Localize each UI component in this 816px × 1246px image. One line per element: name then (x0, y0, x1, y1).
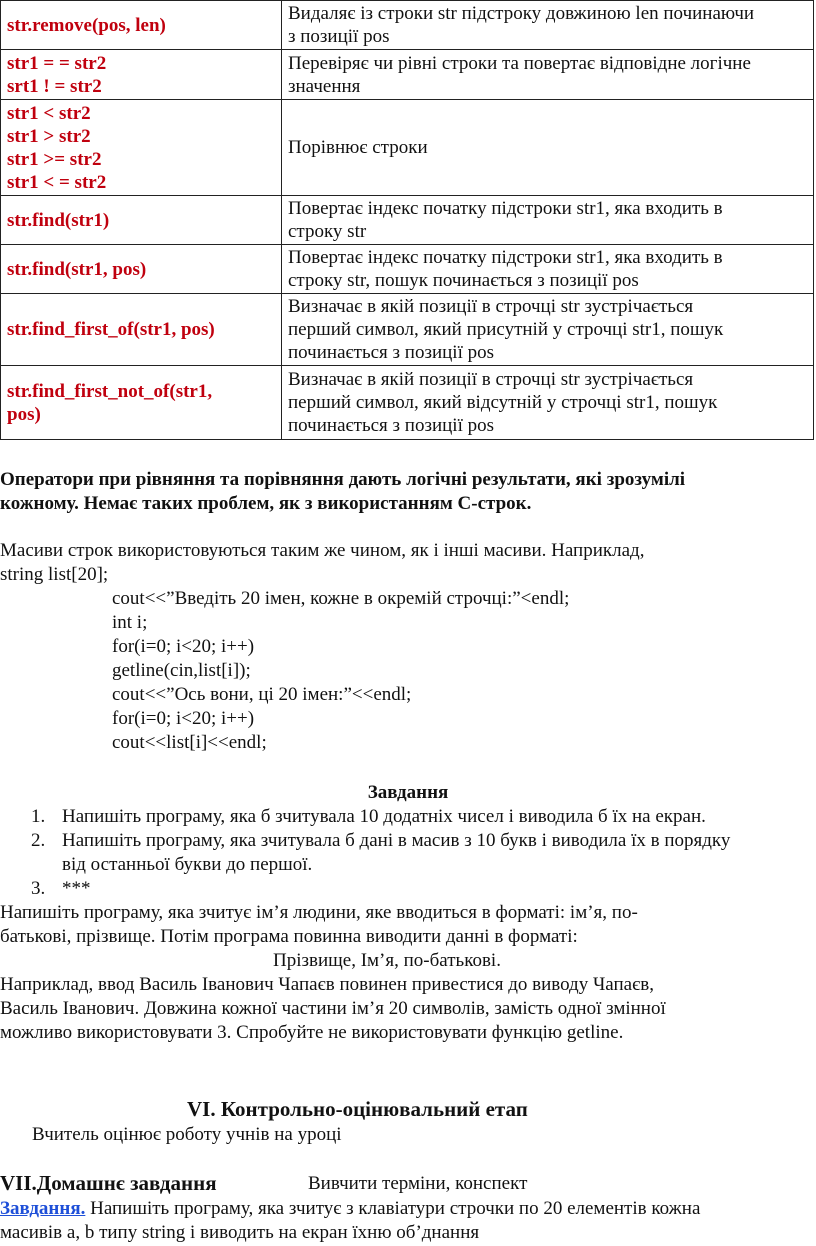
function-signature: str1 < str2 (7, 102, 91, 124)
homework-text: Напишіть програму, яка зчитує з клавіатури строчки по 20 елементів кожна (85, 1198, 701, 1219)
task-number: 1. (31, 806, 46, 827)
description-line: перший символ, який відсутній у строчці str1, пошук (288, 392, 718, 413)
description-line: перший символ, який присутній у строчці str1, пошук (288, 319, 724, 340)
table-row (1, 1, 814, 50)
description-line: починається з позиції pos (288, 342, 495, 363)
description-cell (282, 294, 814, 366)
function-signature: str.find_first_of(str1, pos) (7, 319, 215, 340)
description-cell (282, 196, 814, 245)
function-cell (1, 50, 282, 100)
example-line: Василь Іванович. Довжина кожної частини ім’я 20 символів, замість одної змінної (0, 998, 666, 1019)
table-row (1, 294, 814, 366)
function-signature: srt1 ! = str2 (7, 75, 102, 97)
description-line: строку str (288, 221, 367, 242)
task-text: Напишіть програму, яка б зчитувала 10 додатніх чисел і виводила б їх на екран. (62, 806, 706, 827)
description-line: Повертає індекс початку підстроки str1, яка входить в (288, 247, 723, 268)
description-line: Перевіряє чи рівні строки та повертає відповідне логічне (288, 52, 751, 74)
task-number: 2. (31, 830, 46, 851)
description-line: з позиції pos (288, 26, 390, 47)
section6-title: VI. Контрольно-оцінювальний етап (187, 1097, 528, 1121)
code-line: int i; (112, 612, 148, 633)
table-row (1, 100, 814, 196)
task-text: від останньої букви до першої. (62, 854, 313, 875)
code-line: getline(cin,list[i]); (112, 660, 251, 681)
function-cell (1, 366, 282, 440)
tasks-heading: Завдання (367, 782, 449, 803)
description-cell (282, 1, 814, 50)
table-row (1, 245, 814, 294)
function-signature: str1 = = str2 (7, 52, 107, 74)
task-text: Напишіть програму, яка зчитувала б дані в масив з 10 букв і виводила їх в порядку (62, 830, 731, 851)
example-line: можливо використовувати 3. Спробуйте не використовувати функцію getline. (0, 1022, 624, 1043)
description-cell (282, 245, 814, 294)
arrays-line-1: Масиви строк використовуються таким же чином, як і інші масиви. Наприклад, (0, 540, 645, 561)
description-line: Визначає в якій позиції в строчці str зустрічається (288, 296, 694, 317)
description-line: починається з позиції pos (288, 415, 495, 436)
function-signature: pos) (7, 403, 41, 425)
note-line-2: кожному. Немає таких проблем, як з використанням С-строк. (0, 493, 532, 514)
description-line: Видаляє із строки str підстроку довжиною len починаючи (288, 3, 755, 24)
function-signature: str.remove(pos, len) (7, 14, 166, 36)
string-functions-table (0, 0, 814, 440)
description-cell (282, 366, 814, 440)
code-line: for(i=0; i<20; i++) (112, 708, 255, 729)
section7-subtitle: Вивчити терміни, конспект (308, 1173, 528, 1194)
arrays-line-2: string list[20]; (0, 564, 109, 585)
section6-text: Вчитель оцінює роботу учнів на уроці (32, 1124, 342, 1145)
task-item-2 (0, 829, 816, 877)
description-line: Повертає індекс початку підстроки str1, яка входить в (288, 198, 723, 219)
task-number: 3. (31, 878, 46, 899)
code-line: for(i=0; i<20; i++) (112, 636, 255, 657)
function-cell (1, 100, 282, 196)
note-line-1: Оператори при рівняння та порівняння дають логічні результати, які зрозумілі (0, 469, 686, 490)
output-format: Прізвище, Ім’я, по-батькові. (273, 950, 501, 971)
task-item-3 (0, 877, 816, 901)
task-text: *** (62, 878, 91, 899)
homework-link[interactable]: Завдання. (0, 1198, 86, 1219)
example-line: Наприклад, ввод Василь Іванович Чапаєв повинен привестися до виводу Чапаєв, (0, 974, 654, 995)
task3-paragraph-line: батькові, прізвище. Потім програма повинна виводити данні в форматі: (0, 926, 578, 947)
function-signature: str1 < = str2 (7, 171, 107, 193)
function-signature: str.find(str1) (7, 209, 110, 231)
function-signature: str1 > str2 (7, 125, 91, 147)
function-cell (1, 196, 282, 245)
code-line: cout<<”Введіть 20 імен, кожне в окремій строчці:”<endl; (112, 588, 570, 609)
section7-title: VII.Домашнє завдання (0, 1171, 217, 1195)
homework-line-2: масивів a, b типу string і виводить на екран їхню об’днання (0, 1222, 480, 1243)
description-line: значення (288, 75, 361, 97)
tasks-list (0, 805, 816, 901)
table-row (1, 366, 814, 440)
function-signature: str1 >= str2 (7, 148, 102, 170)
function-signature: str.find_first_not_of(str1, (7, 380, 213, 402)
table-row (1, 196, 814, 245)
description-line: строку str, пошук починається з позиції pos (288, 270, 639, 291)
function-cell (1, 294, 282, 366)
code-line: cout<<list[i]<<endl; (112, 732, 267, 753)
homework-line-1 (0, 1197, 700, 1221)
function-cell (1, 245, 282, 294)
code-block (112, 587, 569, 755)
description-line: Порівнює строки (288, 137, 428, 158)
code-line: cout<<”Ось вони, ці 20 імен:”<<endl; (112, 684, 412, 705)
description-line: Визначає в якій позиції в строчці str зустрічається (288, 369, 694, 390)
description-cell (282, 50, 814, 100)
description-cell (282, 100, 814, 196)
task-item-1 (0, 805, 816, 829)
function-cell (1, 1, 282, 50)
function-signature: str.find(str1, pos) (7, 258, 147, 280)
task3-paragraph-line: Напишіть програму, яка зчитує ім’я людини, яке вводиться в форматі: ім’я, по- (0, 902, 638, 923)
table-row (1, 50, 814, 100)
